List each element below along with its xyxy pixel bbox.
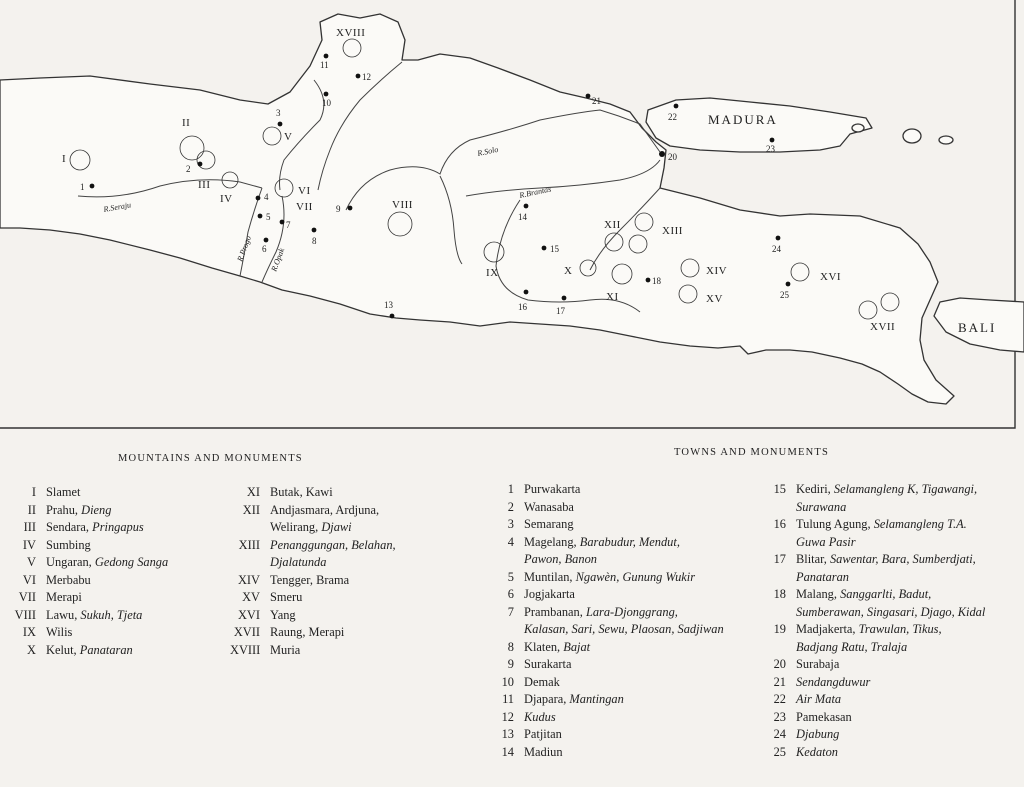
legend-entry-name: Welirang, xyxy=(270,520,319,534)
legend-entry-text xyxy=(524,621,724,639)
islet xyxy=(939,136,953,144)
mountain-label: XVII xyxy=(870,321,896,333)
legend-entry-name: Prahu, xyxy=(46,502,79,517)
legend-entry-name: Kediri, xyxy=(796,482,831,496)
legend-entry-monument: Air Mata xyxy=(796,692,842,706)
legend-entry xyxy=(488,639,760,657)
legend-entry-number: IX xyxy=(22,625,36,639)
town-label: 4 xyxy=(264,192,269,202)
mountain-label: VI xyxy=(298,185,311,197)
mountains-column-1 xyxy=(0,484,230,659)
legend-entry-number: 5 xyxy=(507,569,514,584)
legend-entry-text xyxy=(270,589,302,607)
town-label: 16 xyxy=(518,302,527,312)
town-label: 25 xyxy=(780,290,789,300)
town-label: 22 xyxy=(668,112,677,122)
legend-entry-number: VII xyxy=(18,590,36,604)
legend-entry-number: 21 xyxy=(773,674,786,689)
legend-entry-text xyxy=(46,554,168,572)
town-label: 18 xyxy=(652,276,661,286)
legend-entry xyxy=(488,551,760,569)
legend-entry-monument: Guwa Pasir xyxy=(796,534,856,549)
legend-entry xyxy=(488,621,760,639)
river-label: R.Brantas xyxy=(518,184,552,200)
legend-entry-text xyxy=(796,744,838,762)
legend-entry-text xyxy=(46,537,91,555)
legend-entry-name: Patjitan xyxy=(524,727,562,741)
legend-entry-number: VIII xyxy=(14,607,36,622)
legend-entry-monument: Djabung xyxy=(796,727,840,741)
town-label: 7 xyxy=(286,220,291,230)
legend-entry-text xyxy=(46,642,133,660)
legend-entry-monument: Gedong Sanga xyxy=(94,555,169,569)
legend-entry-name: Madjakerta, xyxy=(796,622,856,636)
mountain-label: III xyxy=(198,179,211,191)
legend-entry-number: 3 xyxy=(507,517,514,531)
legend-entry-number: 1 xyxy=(507,482,514,496)
legend-entry-monument: Djalatunda xyxy=(270,555,327,569)
legend-entry-text xyxy=(46,502,111,520)
legend-entry xyxy=(230,589,470,607)
legend-entry-text xyxy=(524,691,624,709)
town-label: 3 xyxy=(276,108,281,118)
legend-entry-number: 15 xyxy=(773,482,786,496)
legend-entry-number: 13 xyxy=(501,727,514,741)
legend-entry-text xyxy=(524,551,597,569)
legend-entry-text xyxy=(524,499,574,517)
legend-entry xyxy=(488,481,760,499)
legend-entry-text xyxy=(46,607,142,625)
legend-entry-text xyxy=(524,709,556,727)
legend-entry-name: Demak xyxy=(524,674,560,689)
island-label-madura: MADURA xyxy=(708,112,778,127)
legend-entry xyxy=(230,537,470,555)
legend-entry xyxy=(760,656,1022,674)
legend-entry-name: Sumbing xyxy=(46,537,91,552)
legend-entry-name: Andjasmara, Ardjuna, xyxy=(270,502,380,517)
legend-entry-name: Lawu, xyxy=(46,607,78,622)
legend-entry xyxy=(760,499,1022,517)
mountain-label: V xyxy=(284,131,293,143)
towns-column-1 xyxy=(488,481,760,761)
legend-entry-text xyxy=(270,607,296,625)
legend-entry-number: 20 xyxy=(773,657,786,671)
legend-entry-number: 18 xyxy=(773,587,786,601)
legend-entry-text xyxy=(524,534,680,552)
legend-entry xyxy=(760,621,1022,639)
legend-entry-name: Madiun xyxy=(524,744,563,759)
legend-entry-text xyxy=(270,624,344,642)
town-label: 10 xyxy=(322,98,331,108)
mountain-label: VIII xyxy=(392,199,413,211)
town-label: 8 xyxy=(312,236,317,246)
town-label: 21 xyxy=(592,96,601,106)
legend-entry xyxy=(0,484,230,502)
town-label: 6 xyxy=(262,244,267,254)
legend-entry-number: 22 xyxy=(773,692,786,706)
legend-entry-number xyxy=(230,519,270,537)
legend-entry-number: 19 xyxy=(773,622,786,636)
legend-entry-number: XI xyxy=(246,485,260,499)
legend-entry-number: 11 xyxy=(502,692,514,706)
legend-entry-name: Semarang xyxy=(524,517,574,531)
legend-entry xyxy=(0,642,230,660)
legend-entry-monument: Panataran xyxy=(796,569,850,584)
legend-entry xyxy=(488,691,760,709)
legend-entry xyxy=(230,572,470,590)
legend-entry-name: Tulung Agung, xyxy=(796,517,871,531)
legend-entry xyxy=(488,534,760,552)
legend-entry-number: I xyxy=(31,485,36,499)
legend-entry xyxy=(0,554,230,572)
legend-entry-number: 2 xyxy=(507,499,514,514)
legend-entry xyxy=(488,499,760,517)
towns-column-2 xyxy=(760,481,1022,761)
legend-entry xyxy=(760,691,1022,709)
legend-entry-number: 10 xyxy=(501,674,514,689)
legend-entry-number: XVIII xyxy=(230,642,261,657)
legend-entry-monument: Sukuh, Tjeta xyxy=(80,607,143,622)
legend-entry-number: 24 xyxy=(773,727,786,741)
legend-entry-number: XIII xyxy=(238,537,260,552)
java-coastline xyxy=(0,14,954,404)
legend-entry-text xyxy=(796,674,870,692)
legend-entry-number: 23 xyxy=(773,709,786,724)
legend-entry-text xyxy=(796,726,839,744)
legend-entry-name: Raung, Merapi xyxy=(270,625,345,639)
legend-entry-text xyxy=(796,534,856,552)
legend-entry-number: 7 xyxy=(507,604,514,619)
legend-entry-text xyxy=(524,656,571,674)
legend-entry-number: 16 xyxy=(773,517,786,531)
legend-entry-text xyxy=(796,499,846,517)
legend-entry-text xyxy=(796,604,985,622)
legend-entry-number: 12 xyxy=(501,709,514,724)
legend-entry-monument: Bajat xyxy=(563,639,591,654)
legend-entry-text xyxy=(796,639,907,657)
legend-entry-monument: Sanggarlti, Badut, xyxy=(840,587,932,601)
legend-entry xyxy=(0,519,230,537)
legend-entry-name: Magelang, xyxy=(524,534,577,549)
legend-entry-name: Butak, Kawi xyxy=(270,485,333,499)
legend-entry-text xyxy=(524,639,590,657)
mountain-label: XVIII xyxy=(336,27,366,39)
legend-entry-number xyxy=(760,569,796,587)
legend-entry-text xyxy=(46,484,80,502)
legend-entry-number: 25 xyxy=(773,744,786,759)
legend-entry-name: Smeru xyxy=(270,590,303,604)
legend-entry xyxy=(488,709,760,727)
legend-entry xyxy=(760,534,1022,552)
legend-entry xyxy=(0,502,230,520)
legend-entry-text xyxy=(524,674,560,692)
legend-entry-name: Sendara, xyxy=(46,520,90,534)
legend-entry-name: Yang xyxy=(270,607,296,622)
legend-entry-number: 6 xyxy=(507,587,514,601)
legend-entry-text xyxy=(796,551,976,569)
legend-entry xyxy=(488,674,760,692)
town-label: 11 xyxy=(320,60,329,70)
legend-entry-number: 17 xyxy=(773,552,786,566)
legend-entry-number: 4 xyxy=(507,534,514,549)
legend-entry-number: 9 xyxy=(507,657,514,671)
legend-entry-text xyxy=(524,569,695,587)
legend-entry-number: XVI xyxy=(237,607,260,622)
legend-entry-text xyxy=(270,484,333,502)
legend-entry-number xyxy=(760,499,796,517)
town-label: 9 xyxy=(336,204,341,214)
legend-entry-name: Purwakarta xyxy=(524,482,581,496)
mountain-label: VII xyxy=(296,201,313,213)
legend-entry-monument: Pawon, Banon xyxy=(524,552,597,566)
legend-entry xyxy=(488,569,760,587)
legend-entry-text xyxy=(270,502,379,520)
legend-entry-name: Merbabu xyxy=(46,572,91,587)
town-label: 24 xyxy=(772,244,781,254)
river-label: R.Seraju xyxy=(102,200,132,214)
legend-entry xyxy=(760,604,1022,622)
legend-entry-text xyxy=(270,642,300,660)
legend-entry-text xyxy=(796,481,977,499)
legend-entry-monument: Panataran xyxy=(79,642,133,657)
legend-entry-text xyxy=(524,744,563,762)
mountain-label: IV xyxy=(220,193,233,205)
legend-entry xyxy=(760,709,1022,727)
legend-entry-text xyxy=(270,519,352,537)
legend-entry-monument: Kalasan, Sari, Sewu, Plaosan, Sadjiwan xyxy=(524,622,724,636)
legend-entry xyxy=(760,639,1022,657)
legend-entry xyxy=(0,589,230,607)
town-label: 20 xyxy=(668,152,677,162)
legend-entry xyxy=(0,624,230,642)
legend-entry-monument: Sawentar, Bara, Sumberdjati, xyxy=(829,552,976,566)
legend-entry-monument: Mantingan xyxy=(569,692,624,706)
legend-entry-name: Wilis xyxy=(46,625,73,639)
legend-entry-monument: Dieng xyxy=(81,502,112,517)
mountain-label: XI xyxy=(606,291,619,303)
islet xyxy=(852,124,864,132)
legend-entry xyxy=(760,516,1022,534)
mountain-label: XII xyxy=(604,219,621,231)
legend-entry-monument: Selamangleng K, Tigawangi, xyxy=(833,482,978,496)
legend-entry-name: Pamekasan xyxy=(796,709,852,724)
legend-entry-monument: Ngawèn, Gunung Wukir xyxy=(575,569,696,584)
legend-entry xyxy=(760,726,1022,744)
legend-entry xyxy=(488,656,760,674)
river-label: R.Progo xyxy=(235,234,253,263)
legend-entry-number: 8 xyxy=(507,639,514,654)
legend-entry-name: Blitar, xyxy=(796,552,827,566)
legend-entry-number: IV xyxy=(22,537,36,552)
legend-entry xyxy=(0,572,230,590)
legend-entry-monument: Kedaton xyxy=(796,744,838,759)
legend-entry-number: X xyxy=(27,642,36,657)
mountain-label: XV xyxy=(706,293,723,305)
legend-entry-number: V xyxy=(27,555,36,569)
legend-entry-name: Kelut, xyxy=(46,642,77,657)
legend-entry-name: Surabaja xyxy=(796,657,840,671)
town-label: 15 xyxy=(550,244,559,254)
legend-entry-text xyxy=(796,569,849,587)
town-label: 5 xyxy=(266,212,271,222)
legend-entry xyxy=(0,537,230,555)
legend-entry xyxy=(760,744,1022,762)
legend-entry-text xyxy=(796,586,931,604)
legend-entry-monument: Sumberawan, Singasari, Djago, Kidal xyxy=(796,604,986,619)
legend-entry-monument: Badjang Ratu, Tralaja xyxy=(796,639,908,654)
legend-entry xyxy=(760,586,1022,604)
legend-entry-monument: Trawulan, Tikus, xyxy=(858,622,942,636)
legend-entry-name: Jogjakarta xyxy=(524,587,575,601)
legend-entry xyxy=(0,607,230,625)
legend-entry-text xyxy=(46,572,91,590)
legend-entry-name: Djapara, xyxy=(524,692,567,706)
mountain-label: XIII xyxy=(662,225,683,237)
towns-heading: TOWNS AND MONUMENTS xyxy=(674,447,830,458)
legend-entry-number: 14 xyxy=(501,744,514,759)
legend-entry xyxy=(760,481,1022,499)
legend-entry xyxy=(230,484,470,502)
legend-entry-name: Ungaran, xyxy=(46,555,92,569)
town-label: 14 xyxy=(518,212,527,222)
legend-entry-monument: Penanggungan, Belahan, xyxy=(270,537,396,552)
legend-entry-text xyxy=(796,656,839,674)
legend-entry-number xyxy=(230,554,270,572)
legend-entry-name: Surakarta xyxy=(524,657,572,671)
legend-entry-monument: Pringapus xyxy=(92,520,144,534)
legend-entry xyxy=(230,642,470,660)
legend-entry-name: Merapi xyxy=(46,590,82,604)
legend-entry-number: VI xyxy=(22,572,36,587)
mountains-column-2 xyxy=(230,484,470,659)
legend-entry-text xyxy=(796,621,942,639)
legend-entry-text xyxy=(524,586,575,604)
legend-entry xyxy=(230,554,470,572)
town-label: 23 xyxy=(766,144,775,154)
legend-entry-text xyxy=(796,709,852,727)
legend-entry-text xyxy=(524,516,574,534)
town-label: 17 xyxy=(556,306,565,316)
legend-entry-text xyxy=(270,572,349,590)
legend-entry-monument: Barabudur, Mendut, xyxy=(579,534,680,549)
legend-entry-monument: Lara-Djonggrang, xyxy=(585,604,678,619)
legend-entry-monument: Djawi xyxy=(321,520,352,534)
mountain-label: XVI xyxy=(820,271,842,283)
town-label: 12 xyxy=(362,72,371,82)
legend-entry-number: XVII xyxy=(233,625,260,639)
legend-entry-name: Malang, xyxy=(796,587,837,601)
legend-entry-text xyxy=(524,604,678,622)
legend-entry-number: XV xyxy=(242,590,260,604)
legend-entry-name: Slamet xyxy=(46,485,81,499)
legend-entry xyxy=(760,674,1022,692)
legend-entry-name: Muntilan, xyxy=(524,569,573,584)
legend-entry-name: Tengger, Brama xyxy=(270,572,350,587)
legend-entry-name: Muria xyxy=(270,642,301,657)
legend-entry-name: Wanasaba xyxy=(524,499,574,514)
mountain-label: XIV xyxy=(706,265,728,277)
town-label: 2 xyxy=(186,164,191,174)
islet xyxy=(903,129,921,143)
town-label: 1 xyxy=(80,182,85,192)
legend-entry-text xyxy=(796,516,967,534)
legend-entry-text xyxy=(270,537,396,555)
legend-entry-text xyxy=(796,691,841,709)
legend-entry-number xyxy=(760,639,796,657)
legend-entry xyxy=(488,726,760,744)
legend-entry-number: III xyxy=(23,520,36,534)
legend-entry xyxy=(230,624,470,642)
legend-entry-monument: Surawana xyxy=(796,499,847,514)
legend-entry xyxy=(488,744,760,762)
legend-entry-text xyxy=(46,519,144,537)
mountain-label: IX xyxy=(486,267,499,279)
legend-entry-monument: Sendangduwur xyxy=(796,674,871,689)
legend-entry xyxy=(230,502,470,520)
river-label: R.Solo xyxy=(476,144,500,158)
legend-entry-text xyxy=(46,589,82,607)
legend-entry-text xyxy=(524,726,562,744)
mountain-label: II xyxy=(182,117,191,129)
legend-entry-name: Klaten, xyxy=(524,639,561,654)
island-label-bali: BALI xyxy=(958,320,997,335)
legend-entry xyxy=(760,569,1022,587)
legend-entry-number xyxy=(488,551,524,569)
legend-entry xyxy=(488,586,760,604)
legend-entry-text xyxy=(270,554,326,572)
legend-entry-number: XIV xyxy=(237,572,260,587)
legend-entry xyxy=(488,604,760,622)
town-label: 13 xyxy=(384,300,393,310)
legend-entry xyxy=(488,516,760,534)
river-label: R.Opak xyxy=(269,246,287,273)
legend-entry-number xyxy=(760,534,796,552)
mountain-label: I xyxy=(62,153,67,165)
legend-entry xyxy=(230,519,470,537)
legend-entry-text xyxy=(46,624,72,642)
legend-entry-monument: Kudus xyxy=(524,709,556,724)
legend-entry-number: II xyxy=(27,502,36,517)
mountain-label: X xyxy=(564,265,573,277)
legend-entry-number xyxy=(760,604,796,622)
mountains-heading: MOUNTAINS AND MONUMENTS xyxy=(118,453,303,464)
legend-entry xyxy=(230,607,470,625)
legend-entry-number: XII xyxy=(242,502,260,517)
legend-entry-number xyxy=(488,621,524,639)
legend-entry xyxy=(760,551,1022,569)
legend-entry-monument: Selamangleng T.A. xyxy=(873,517,967,531)
legend-entry-name: Prambanan, xyxy=(524,604,583,619)
legend-entry-text xyxy=(524,481,580,499)
